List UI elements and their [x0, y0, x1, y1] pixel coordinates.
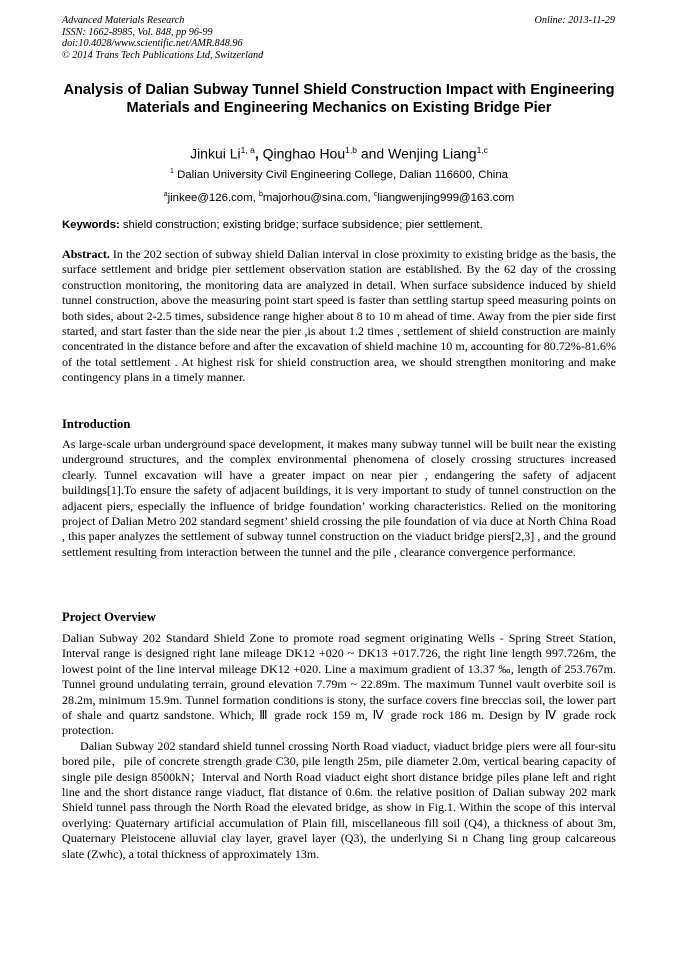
journal-name: Advanced Materials Research — [62, 15, 185, 26]
doi-line: doi:10.4028/www.scientific.net/AMR.848.96 — [62, 38, 243, 50]
email-superscript: a — [163, 191, 168, 198]
author-superscript: 1,b — [345, 145, 357, 155]
email-superscript: c — [373, 191, 378, 198]
keywords-label: Keywords: — [62, 219, 120, 231]
abstract-section — [62, 247, 616, 386]
project-overview-section — [62, 631, 616, 862]
author-superscript: 1, a — [240, 145, 255, 155]
email-link: liangwenjing999@163.com — [377, 191, 515, 204]
introduction-heading: Introduction — [62, 417, 131, 431]
author-separator: and — [356, 145, 389, 162]
copyright-line: © 2014 Trans Tech Publications Ltd, Switzerland — [62, 49, 264, 61]
author-name: Qinghao Hou — [262, 145, 346, 162]
introduction-paragraph: As large-scale urban underground space development, it makes many subway tunnel will be built near the existing underground structures, and the complex environmental phenomena of closely crossing structures increased clearly. Tunnel excavation will have a greater impact on near pier , endangering the safety of adjacent buildings[1].To ensure the safety of adjacent buildings, it is very important to study of tunnel construction on the adjacent piers, especially the influence of bridge foundation’ working characteristics. Relied on the monitoring project of Dalian Metro 202 standard segment’ shield crossing the pile foundation of via duce at North China Road , this paper analyzes the settlement of subway tunnel construction on the viaduct bridge piers[2,3] , and the ground settlement resulting from interaction between the tunnel and the pile , clearance convergence performance. — [62, 437, 616, 559]
issn-line: ISSN: 1662-8985, Vol. 848, pp 96-99 — [62, 26, 213, 38]
email-superscript: b — [258, 191, 263, 198]
online-date: Online: 2013-11-29 — [534, 15, 615, 26]
journal-header — [62, 15, 263, 61]
author-superscript: 1,c — [476, 145, 488, 155]
introduction-section — [62, 437, 616, 560]
affiliation — [62, 165, 616, 182]
paper-title: Analysis of Dalian Subway Tunnel Shield Construction Impact with Engineering Materials and Engineering Mechanics on Existing Bridge Pier — [63, 82, 615, 116]
keywords-line — [62, 218, 616, 232]
abstract-label: Abstract. — [62, 247, 110, 261]
author-separator: , — [254, 145, 263, 162]
author-list — [62, 141, 616, 163]
affiliation-text: Dalian University Civil Engineering College, Dalian 116600, China — [173, 168, 508, 181]
email-link: jinkee@126.com, — [167, 191, 259, 204]
project-overview-heading: Project Overview — [62, 610, 156, 624]
abstract-text: In the 202 section of subway shield Dalian interval in close proximity to existing bridge as the basis, the surface settlement and bridge pier settlement observation station are established. By the 62 day of the crossing construction monitoring, the monitoring data are analyzed in detail. When surface subsidence induced by shield tunnel construction, above the measuring point start speed is faster than settling startup speed measuring points on both sides, about 2-2.5 times, subsidence range higher about 8 to 10 m ahead of time. Away from the pier side first started, and start faster than the side near the pier ,is about 1.2 times , settlement of shield construction are mainly concentrated in the distance before and after the excavation of shield machine 10 m, accounting for 80.72%-81.6% of the total settlement . At highest risk for shield construction area, we should strengthen monitoring and make contingency plans in a timely manner. — [62, 247, 616, 385]
author-name: Jinkui Li — [190, 145, 241, 162]
project-overview-paragraph-1: Dalian Subway 202 Standard Shield Zone to promote road segment originating Wells - Spring Street Station, Interval range is designed right lane mileage DK12 +020 ~ DK13 +017.726, the right line length 997.726m, the lowest point of the line interval mileage DK12 +020. Line a maximum gradient of 13.37 ‰, length of 253.767m. Tunnel ground undulating terrain, ground elevation 7.79m ~ 22.89m. The maximum Tunnel vault overbite soil is 28.2m, minimum 15.9m. Tunnel formation conditions is stony, the surface covers fine breccias soil, the lower part of shale and quartz sandstone. Which, Ⅲ grade rock 159 m, Ⅳ grade rock 186 m. Design by Ⅳ grade rock protection. — [62, 631, 616, 738]
affiliation-superscript: 1 — [170, 168, 174, 175]
email-link: majorhou@sina.com, — [262, 191, 374, 204]
author-name: Wenjing Liang — [388, 145, 477, 162]
keywords-text: shield construction; existing bridge; surface subsidence; pier settlement. — [119, 219, 483, 231]
author-emails — [62, 188, 616, 205]
abstract-paragraph — [62, 247, 616, 386]
project-overview-paragraph-2: Dalian Subway 202 standard shield tunnel crossing North Road viaduct, viaduct bridge piers were all four-situ bored pile，pile of concrete strength grade C30, pile length 25m, pile diameter 2.0m, vertical bearing capacity of single pile design 8500kN；Interval and North Road viaduct eight short distance bridge piles plane left and right line and the short distance range viaduct, flat distance of 0.6m. the relative position of Dalian subway 202 mark Shield tunnel pass through the North Road the elevated bridge, as show in Fig.1. Within the scope of this interval overlying: Quaternary artificial accumulation of Plain fill, miscellaneous fill soil (Q4), a thickness of about 3m, Quaternary Pleistocene alluvial clay layer, gravel layer (Q3), the underlying Si n Chang ling group calcareous slate (Zwhc), a total thickness of approximately 13m. — [62, 738, 616, 861]
